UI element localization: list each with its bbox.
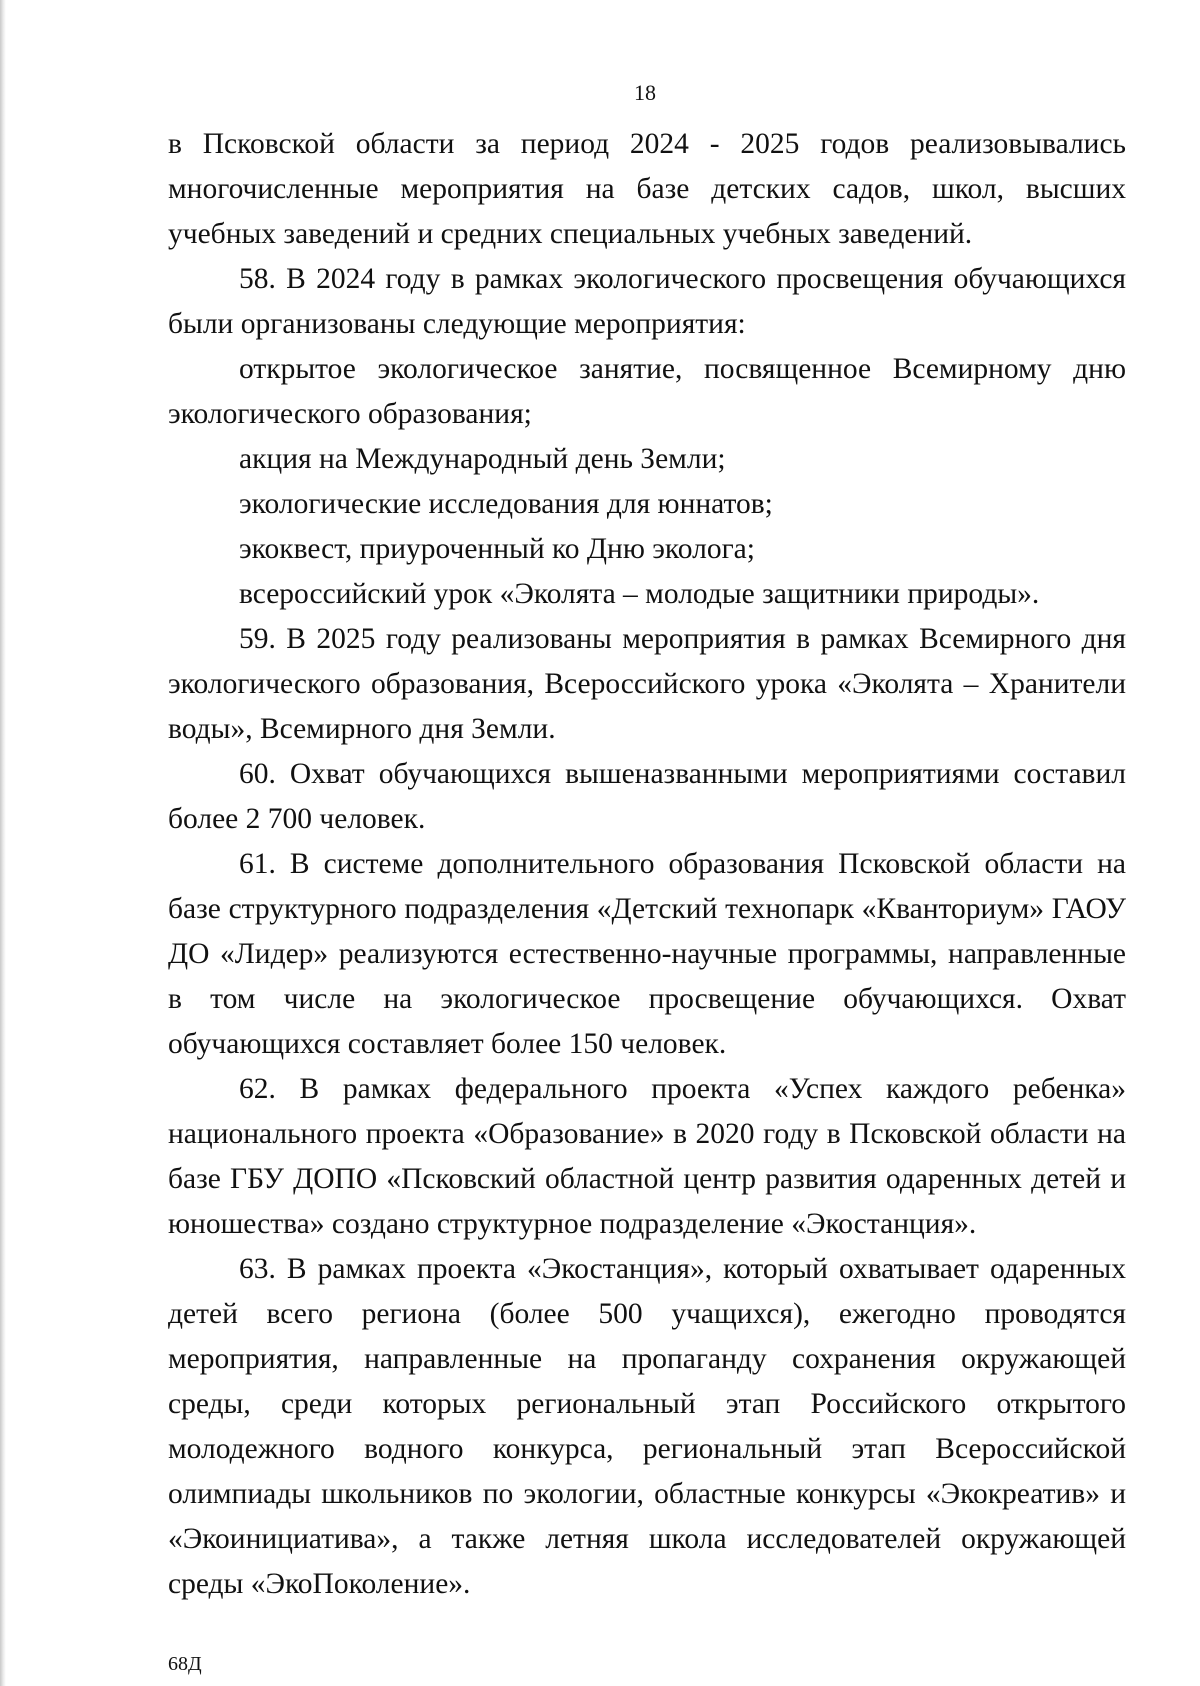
footer-document-code: 68Д [168, 1653, 202, 1675]
list-item: экоквест, приуроченный ко Дню эколога; [239, 533, 755, 565]
paragraph-58: 58. В 2024 году в рамках экологического просвещения обучающихся были организованы следующие мероприятия: [168, 263, 1126, 340]
list-item: акция на Международный день Земли; [239, 443, 726, 475]
paragraph-60: 60. Охват обучающихся вышеназванными мероприятиями составил более 2 700 человек. [168, 758, 1126, 835]
list-item: открытое экологическое занятие, посвященное Всемирному дню экологического образования; [168, 353, 1126, 430]
page-number: 18 [634, 80, 656, 105]
paragraph-continuation: в Псковской области за период 2024 - 2025 годов реализовывались многочисленные мероприятия на базе детских садов, школ, высших учебных заведений и средних специальных учебных заведений. [168, 128, 1126, 250]
list-item: экологические исследования для юннатов; [239, 488, 773, 520]
paragraph-59: 59. В 2025 году реализованы мероприятия в рамках Всемирного дня экологического образования, Всероссийского урока «Эколята – Хранители воды», Всемирного дня Земли. [168, 623, 1126, 745]
document-body [168, 122, 1126, 1607]
list-item: всероссийский урок «Эколята – молодые защитники природы». [239, 578, 1040, 610]
paragraph-62: 62. В рамках федерального проекта «Успех каждого ребенка» национального проекта «Образование» в 2020 году в Псковской области на базе ГБУ ДОПО «Псковский областной центр развития одаренных детей и юношества» создано структурное подразделение «Экостанция». [168, 1073, 1126, 1240]
scan-edge [0, 0, 6, 1686]
paragraph-63: 63. В рамках проекта «Экостанция», который охватывает одаренных детей всего региона (более 500 учащихся), ежегодно проводятся мероприятия, направленные на пропаганду сохранения окружающей среды, среди которых региональный этап Российского открытого молодежного водного конкурса, региональный этап Всероссийской олимпиады школьников по экологии, областные конкурсы «Экокреатив» и «Экоинициатива», а также летняя школа исследователей окружающей среды «ЭкоПоколение». [168, 1253, 1126, 1600]
paragraph-61: 61. В системе дополнительного образования Псковской области на базе структурного подразделения «Детский технопарк «Кванториум» ГАОУ ДО «Лидер» реализуются естественно-научные программы, направленные в том числе на экологическое просвещение обучающихся. Охват обучающихся составляет более 150 человек. [168, 848, 1126, 1060]
